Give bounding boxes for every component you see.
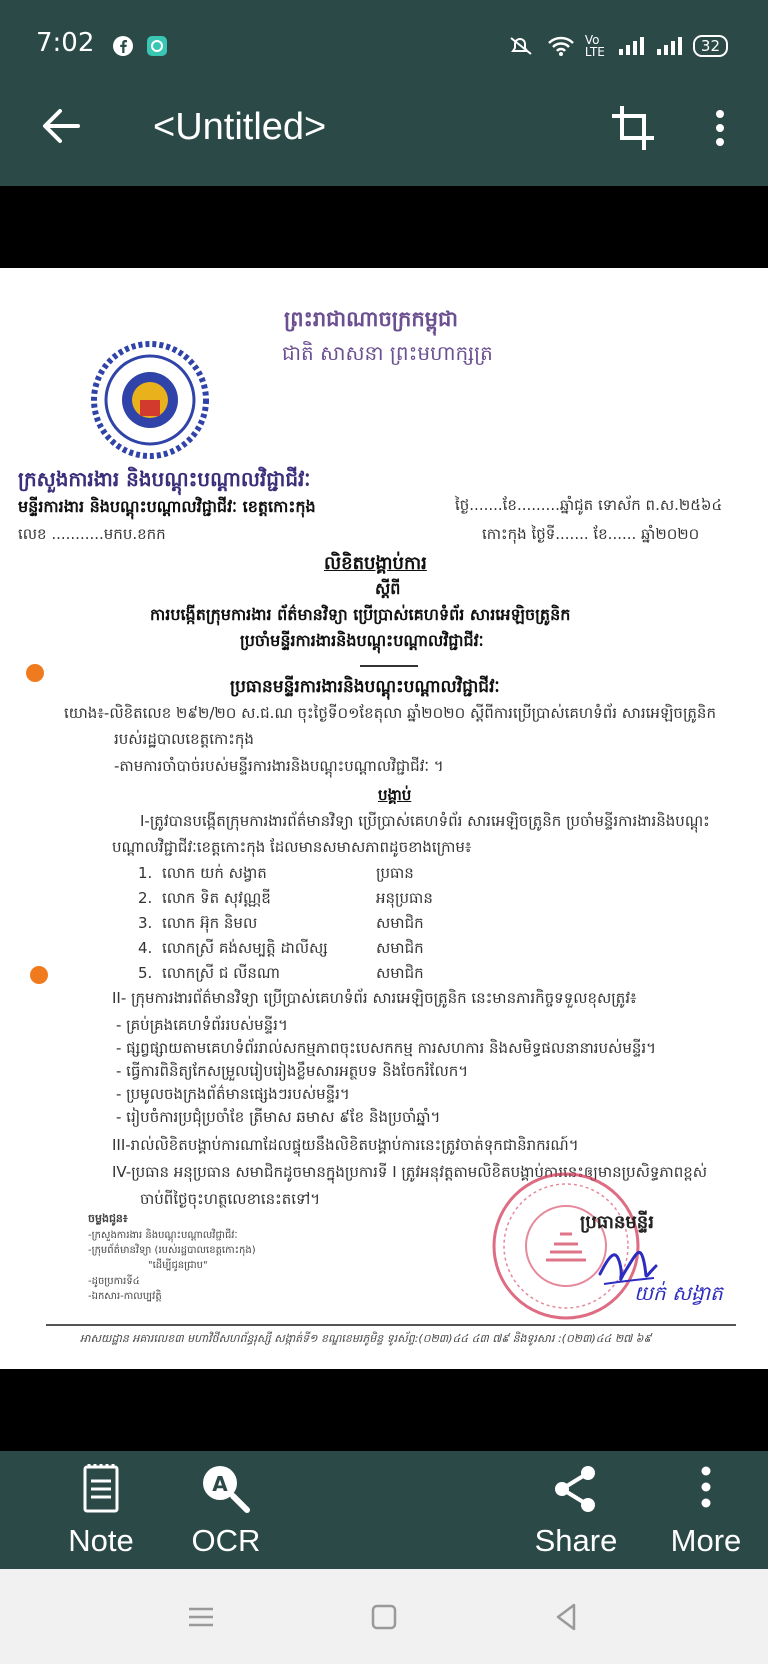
signatory-name: យក់ សង្វាត — [634, 1281, 723, 1305]
overflow-menu-icon[interactable] — [706, 108, 734, 148]
status-notification-icons — [112, 35, 168, 57]
network-type-label: Vo LTE — [584, 33, 605, 59]
cc-item: -ដូចប្រការទី៤ — [88, 1276, 140, 1287]
member-role: ប្រធាន — [376, 864, 414, 882]
app-bar — [0, 68, 768, 186]
member-name: លោក យក់ សង្វាត — [162, 864, 267, 882]
battery-icon: 32 — [693, 35, 728, 57]
member-name: លោកស្រី គង់សម្បត្តិ ដាលីស្ស — [162, 939, 328, 957]
article-4-line-1: IV-ប្រធាន អនុប្រធាន សមាជិកដូចមានក្នុងប្រការទី I ត្រូវអនុវត្តតាមលិខិតបង្គាប់ការនេះឲ្យមានប្រសិទ្ធភាពខ្ពស់ — [112, 1163, 708, 1181]
back-arrow-icon[interactable] — [38, 103, 84, 149]
ocr-button[interactable] — [186, 1461, 266, 1559]
duty-bullet: - ប្រមូលចងក្រងព័ត៌មានផ្សេងៗរបស់មន្ទីរ។ — [116, 1085, 350, 1103]
member-name: លោកស្រី ជ លីនណា — [162, 964, 281, 982]
share-label: Share — [534, 1523, 618, 1558]
home-icon[interactable] — [368, 1601, 400, 1633]
share-button[interactable] — [528, 1461, 624, 1559]
member-row — [138, 889, 433, 911]
bottom-action-bar — [0, 1451, 768, 1569]
more-label: More — [670, 1523, 742, 1558]
cc-item: -ឯកសារ-កាលប្បវត្តិ — [88, 1291, 162, 1302]
member-row — [138, 964, 424, 986]
heading-divider — [360, 665, 418, 667]
member-number: 2. — [138, 889, 153, 907]
member-row — [138, 939, 424, 961]
article-2: II- ក្រុមការងារព័ត៌មានវិទ្យា ប្រើប្រាស់គេហទំព័រ សារអេឡិចត្រូនិក នេះមានភារកិច្ចទទួលខុសត្រូវ៖ — [112, 989, 637, 1007]
more-button[interactable] — [660, 1461, 752, 1559]
member-role: សមាជិក — [376, 914, 424, 932]
document-title[interactable]: <Untitled> — [153, 106, 327, 148]
subject-line-2: ប្រចាំមន្ទីរការងារនិងបណ្តុះបណ្តាលវិជ្ជាជីវៈ — [240, 631, 484, 650]
lunar-date: ថ្ងៃ.......ខែ.........ឆ្នាំជូត ទោស័ក ព.ស.២៥៦៤ — [455, 496, 723, 514]
member-role: សមាជិក — [376, 939, 424, 957]
article-1-line-2: បណ្តាលវិជ្ជាជីវៈខេត្តកោះកុង ដែលមានសមាសភាពដូចខាងក្រោម៖ — [112, 838, 472, 856]
cc-title: ចម្លងជូន៖ — [88, 1212, 128, 1225]
kingdom-motto: ជាតិ សាសនា ព្រះមហាក្សត្រ — [282, 341, 493, 365]
member-row — [138, 864, 414, 886]
status-right-icons — [509, 34, 728, 58]
duty-bullet: - ផ្សព្វផ្សាយតាមគេហទំព័ររាល់សកម្មភាពចុះបេសកកម្ម ការសហការ និងសមិទ្ធផលនានារបស់មន្ទីរ។ — [116, 1039, 657, 1057]
share-icon — [548, 1461, 604, 1517]
annotation-marker-icon[interactable] — [30, 966, 48, 984]
crop-icon[interactable] — [610, 104, 658, 152]
signal-icon-2 — [655, 36, 683, 56]
subject-line-1: ការបង្កើតក្រុមការងារ ព័ត៌មានវិទ្យា ប្រើប្រាស់គេហទំព័រ សារអេឡិចត្រូនិក — [150, 605, 571, 624]
status-time: 7:02 — [36, 28, 95, 58]
issuer-line: ប្រធានមន្ទីរការងារនិងបណ្តុះបណ្តាលវិជ្ជាជីវៈ — [230, 677, 500, 697]
reference-line-3: -តាមការចាំបាច់របស់មន្ទីរការងារនិងបណ្តុះបណ្តាលវិជ្ជាជីវៈ ។ — [114, 757, 444, 775]
app-notification-icon — [146, 35, 168, 57]
duty-bullet: - គ្រប់គ្រងគេហទំព័ររបស់មន្ទីរ។ — [116, 1016, 288, 1034]
mute-icon — [509, 36, 537, 56]
member-number: 1. — [138, 864, 153, 882]
member-number: 5. — [138, 964, 153, 982]
preview-bottom-margin — [0, 1369, 768, 1451]
letter-number: លេខ ...........មកប.ខកក — [18, 525, 166, 543]
signatory-title: ប្រធានមន្ទីរ — [580, 1212, 654, 1233]
solar-date: កោះកុង ថ្ងៃទី....... ខែ...... ឆ្នាំ២០២០ — [482, 525, 700, 543]
reference-line-2: របស់រដ្ឋបាលខេត្តកោះកុង — [114, 730, 254, 748]
scanned-document — [0, 268, 768, 1369]
more-icon — [678, 1461, 734, 1517]
article-1-line-1: I-ត្រូវបានបង្កើតក្រុមការងារព័ត៌មានវិទ្យា ប្រើប្រាស់គេហទំព័រ សារអេឡិចត្រូនិក ប្រចាំមន្ទីរការងារនិងបណ្តុះ — [140, 812, 710, 830]
annotation-marker-icon[interactable] — [26, 664, 44, 682]
regarding-label: ស្តីពី — [375, 579, 401, 598]
document-heading: លិខិតបង្គាប់ការ — [324, 553, 427, 574]
ocr-icon — [198, 1461, 254, 1517]
ministry-logo-icon — [90, 340, 210, 460]
wifi-icon — [547, 35, 575, 57]
svg-text:A: A — [212, 1472, 228, 1496]
cc-item: -ក្រសួងការងារ និងបណ្តុះបណ្តាលវិជ្ជាជីវៈ — [88, 1230, 238, 1241]
member-role: អនុប្រធាន — [376, 889, 433, 907]
member-row — [138, 914, 424, 936]
ocr-label: OCR — [191, 1523, 261, 1558]
duty-bullet: - ធ្វើការពិនិត្យកែសម្រួលរៀបរៀងខ្លឹមសារអត្ថបទ និងចែករំលែក។ — [116, 1062, 469, 1080]
signal-icon — [617, 36, 645, 56]
kingdom-header: ព្រះរាជាណាចក្រកម្ពុជា — [284, 307, 459, 331]
footer-divider — [46, 1324, 736, 1326]
preview-top-margin — [0, 186, 768, 268]
department-name: មន្ទីរការងារ និងបណ្តុះបណ្តាលវិជ្ជាជីវៈ ខេត្តកោះកុង — [18, 497, 316, 516]
ministry-name: ក្រសួងការងារ និងបណ្តុះបណ្តាលវិជ្ជាជីវៈ — [18, 467, 311, 491]
decides-heading: បង្គាប់ — [378, 786, 412, 804]
recent-apps-icon[interactable] — [185, 1601, 217, 1633]
duty-bullet: - រៀបចំការប្រជុំប្រចាំខែ ត្រីមាស ឆមាស ៩ខែ និងប្រចាំឆ្នាំ។ — [116, 1108, 441, 1126]
reference-line-1: យោង៖-លិខិតលេខ ២៩២/២០ ស.ជ.ណ ចុះថ្ងៃទី០១ខែតុលា ឆ្នាំ២០២០ ស្តីពីការប្រើប្រាស់គេហទំព័រ សារអេឡិចត្រូនិក — [64, 704, 716, 722]
note-label: Note — [68, 1523, 134, 1558]
status-bar — [0, 0, 768, 68]
article-3: III-រាល់លិខិតបង្គាប់ការណាដែលផ្ទុយនឹងលិខិតបង្គាប់ការនេះត្រូវចាត់ទុកជានិរាករណ៍។ — [112, 1136, 579, 1154]
note-icon — [73, 1461, 129, 1517]
back-nav-icon[interactable] — [550, 1601, 582, 1633]
article-4-line-2: ចាប់ពីថ្ងៃចុះហត្ថលេខានេះតទៅ។ — [140, 1190, 321, 1208]
member-name: លោក ទិត សុវណ្ណឌី — [162, 889, 271, 907]
member-number: 4. — [138, 939, 153, 957]
member-number: 3. — [138, 914, 153, 932]
cc-item: -ក្រុមព័ត៌មានវិទ្យា (របស់រដ្ឋបាលខេត្តកោះកុង) — [88, 1245, 256, 1256]
member-name: លោក អ៊ុក និមល — [162, 914, 258, 932]
member-role: សមាជិក — [376, 964, 424, 982]
system-navigation-bar — [0, 1569, 768, 1664]
cc-item: "ដើម្បីជូនជ្រាប" — [148, 1260, 208, 1271]
facebook-icon — [112, 35, 134, 57]
footer-address: អាសយដ្ឋាន អគារលេខ៣ មហាវិថីសហព័ន្ធរុស្សី សង្កាត់ទី១ ខណ្ឌខេមរភូមិន្ទ ទូរស័ព្ទ:(០២៣)៤៤ ៤៣ ៧៩ និងទូរសារ :(០២៣)៤៤ ២៧ ៦៩ — [80, 1332, 652, 1345]
note-button[interactable] — [58, 1461, 144, 1559]
